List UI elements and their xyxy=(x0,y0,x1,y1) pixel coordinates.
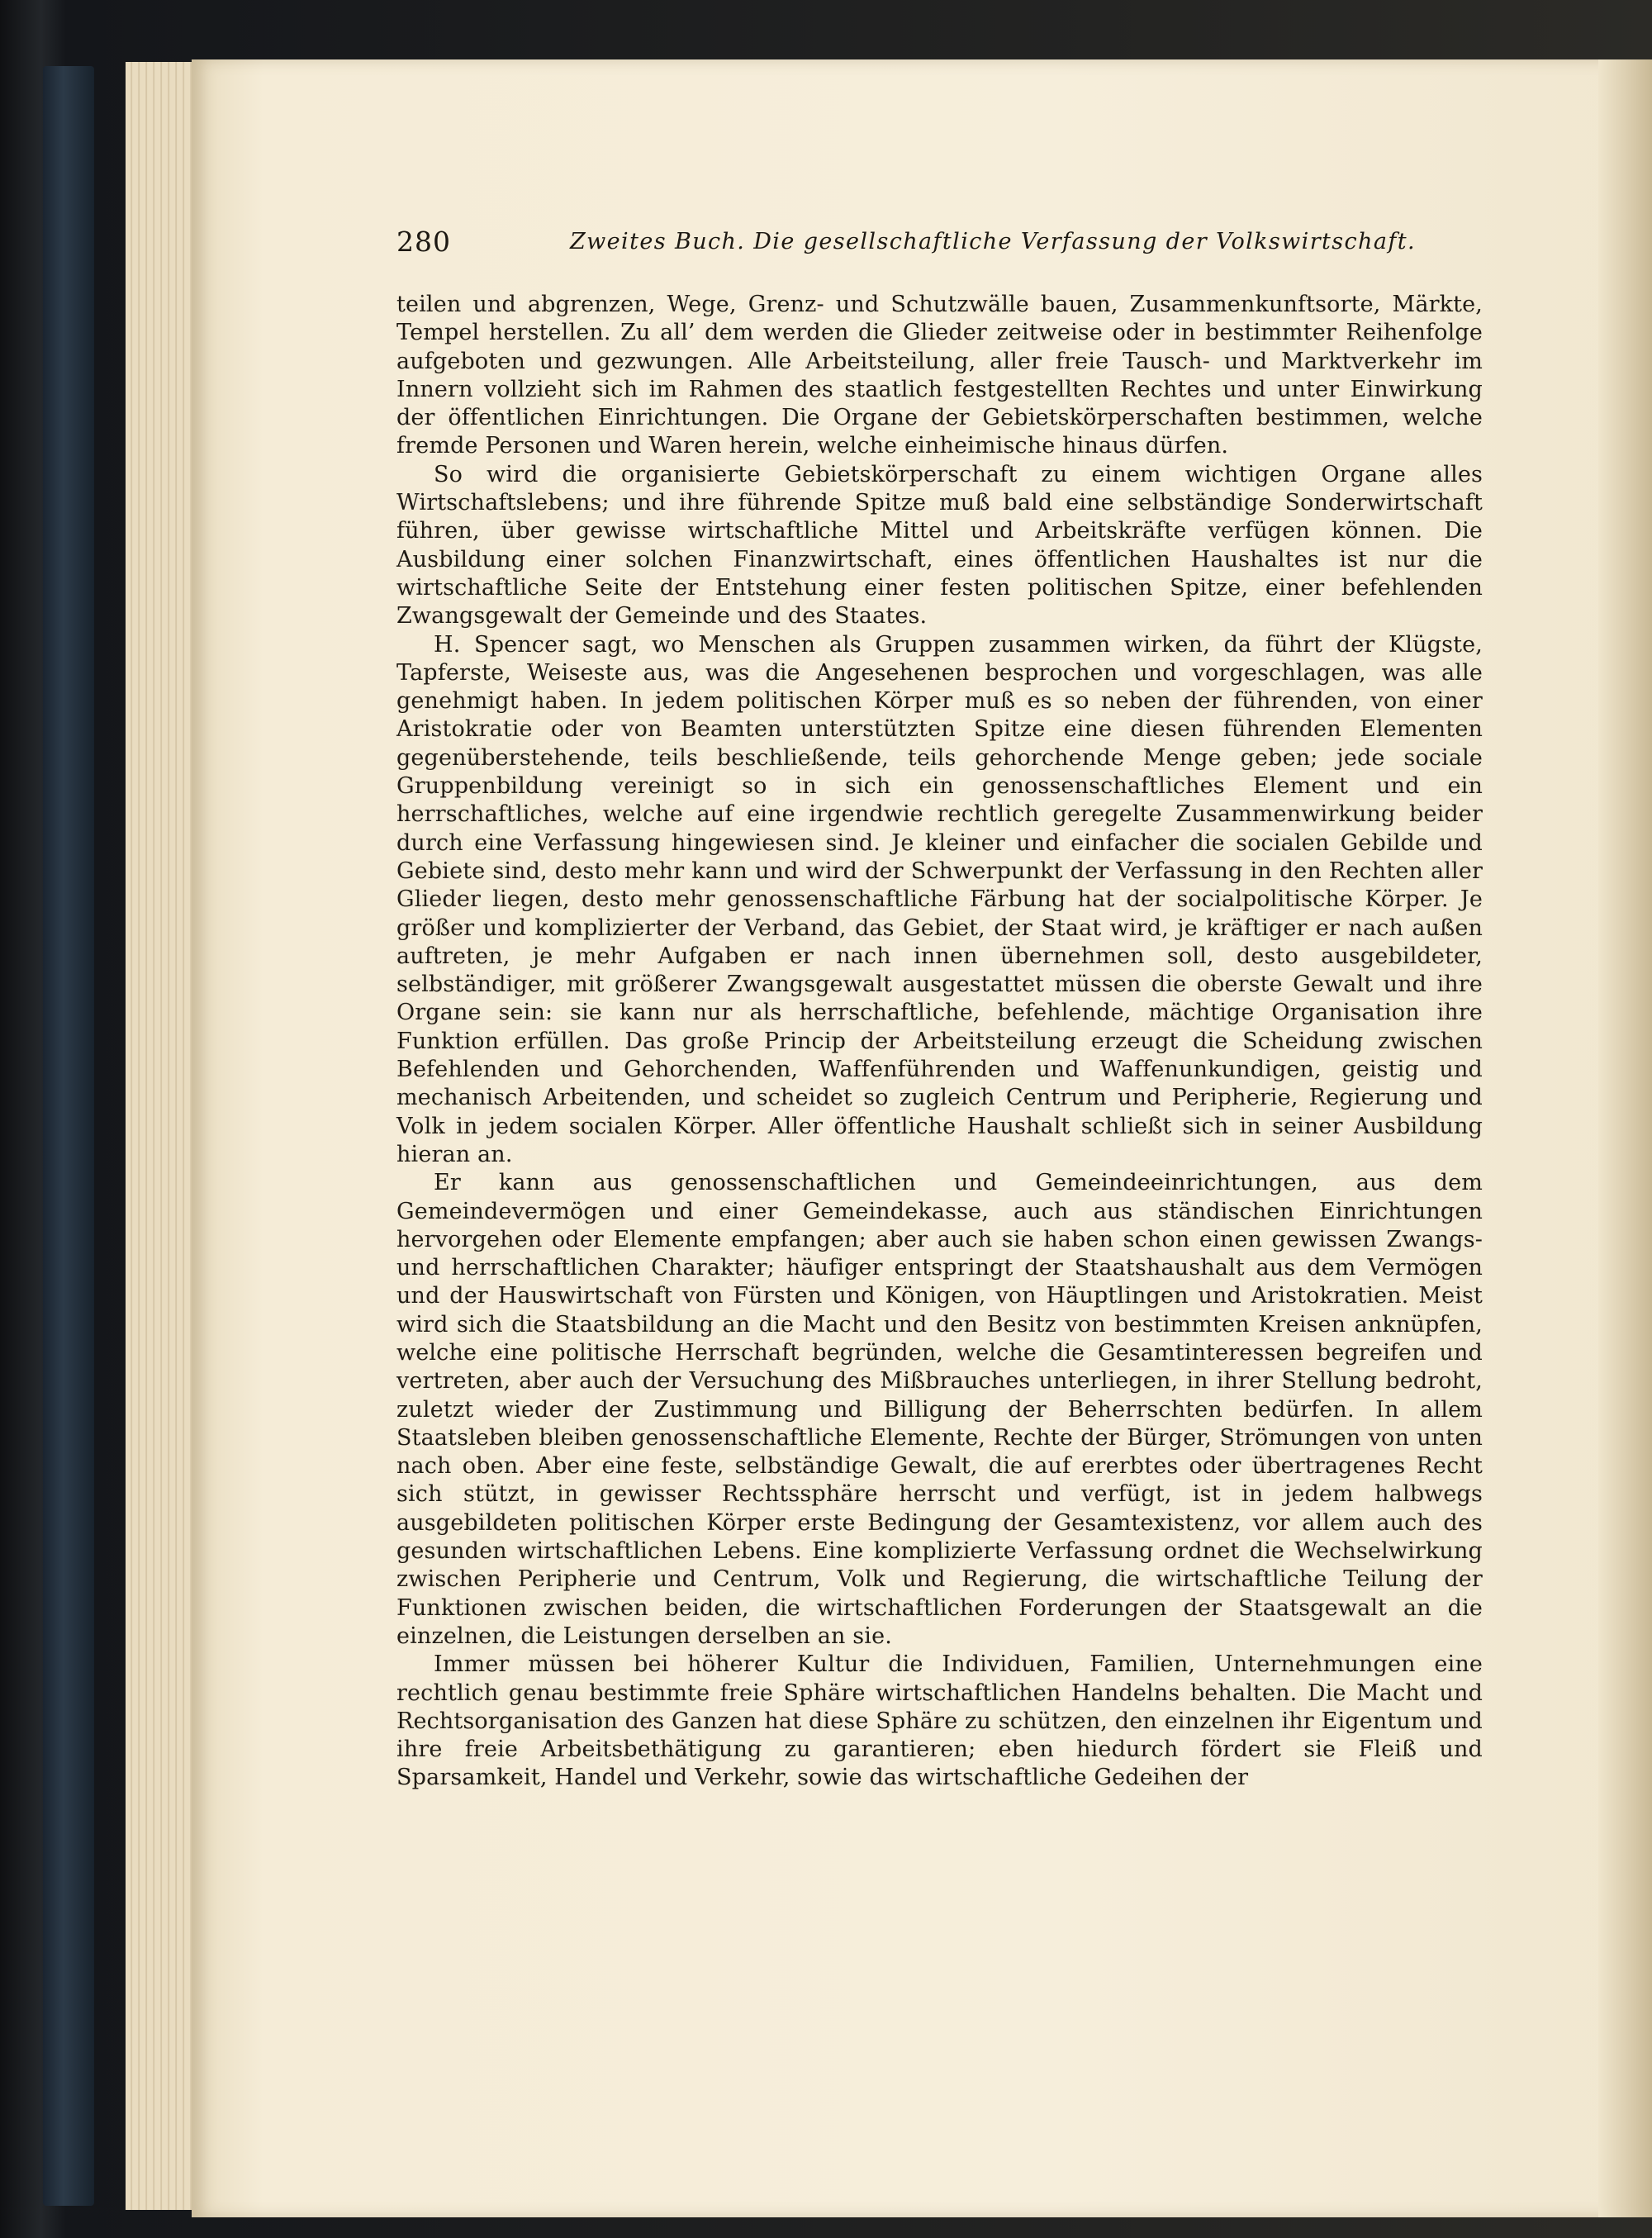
paragraph-5: Immer müssen bei höherer Kultur die Individuen, Familien, Unternehmungen eine rechtlich genau bestimmte freie Sphäre wirtschaftlichen Handelns behalten. Die Macht und Rechtsorganisation des Ganzen hat diese Sphäre zu schützen, den einzelnen ihr Eigentum und ihre freie Arbeitsbethätigung zu garantieren; eben hiedurch fördert sie Fleiß und Sparsamkeit, Handel und Verkehr, sowie das wirtschaftliche Gedeihen der xyxy=(396,1651,1483,1791)
page-number: 280 xyxy=(396,226,451,258)
paragraph-4: Er kann aus genossenschaftlichen und Gemeindeeinrichtungen, aus dem Gemeindevermögen und einer Gemeindekasse, auch aus ständischen Einrichtungen hervorgehen oder Elemente empfangen; aber auch sie haben schon einen gewissen Zwangs- und herrschaftlichen Charakter; häufiger entspringt der Staatshaushalt aus dem Vermögen und der Hauswirtschaft von Fürsten und Königen, von Häuptlingen und Aristokratien. Meist wird sich die Staatsbildung an die Macht und den Besitz von bestimmten Kreisen anknüpfen, welche eine politische Herrschaft begründen, welche die Gesamtinteressen begreifen und vertreten, aber auch der Versuchung des Mißbrauches unterliegen, in ihrer Stellung bedroht, zuletzt wieder der Zustimmung und Billigung der Beherrschten bedürfen. In allem Staatsleben bleiben genossenschaftliche Elemente, Rechte der Bürger, Strömungen von unten nach oben. Aber eine feste, selbständige Gewalt, die auf ererbtes oder übertragenes Recht sich stützt, in gewisser Rechtssphäre herrscht und verfügt, ist in jedem halbwegs ausgebildeten politischen Körper erste Bedingung der Gesamtexistenz, vor allem auch des gesunden wirtschaftlichen Lebens. Eine komplizierte Verfassung ordnet die Wechselwirkung zwischen Peripherie und Centrum, Volk und Regierung, die wirtschaftliche Teilung der Funktionen zwischen beiden, die wirtschaftlichen Forderungen der Staatsgewalt an die einzelnen, die Leistungen derselben an sie. xyxy=(396,1170,1483,1649)
page-gutter xyxy=(1598,59,1652,2217)
paragraph-2: So wird die organisierte Gebietskörperschaft zu einem wichtigen Organe alles Wirtschaftslebens; und ihre führende Spitze muß bald eine selbständige Sonderwirtschaft führen, über gewisse wirtschaftliche Mittel und Arbeitskräfte verfügen können. Die Ausbildung einer solchen Finanzwirtschaft, eines öffentlichen Haushaltes ist nur die wirtschaftliche Seite der Entstehung einer festen politischen Spitze, einer befehlenden Zwangsgewalt der Gemeinde und des Staates. xyxy=(396,461,1483,630)
body-text xyxy=(396,291,1483,1793)
running-head: Zweites Buch. Die gesellschaftliche Verfassung der Volkswirtschaft. xyxy=(570,229,1416,254)
page-header xyxy=(396,226,1470,264)
paragraph-1: teilen und abgrenzen, Wege, Grenz- und Schutzwälle bauen, Zusammenkunftsorte, Märkte, Tempel herstellen. Zu all’ dem werden die Glieder zeitweise oder in bestimmter Reihenfolge aufgeboten und gezwungen. Alle Arbeitsteilung, aller freie Tausch- und Marktverkehr im Innern vollzieht sich im Rahmen des staatlich festgestellten Rechtes und unter Einwirkung der öffentlichen Einrichtungen. Die Organe der Gebietskörperschaften bestimmen, welche fremde Personen und Waren herein, welche einheimische hinaus dürfen. xyxy=(396,292,1483,459)
paragraph-3: H. Spencer sagt, wo Menschen als Gruppen zusammen wirken, da führt der Klügste, Tapferste, Weiseste aus, was die Angesehenen besprochen und vorgeschlagen, was alle genehmigt haben. In jedem politischen Körper muß es so neben der führenden, von einer Aristokratie oder von Beamten unterstützten Spitze eine diesen führenden Elementen gegenüberstehende, teils beschließende, teils gehorchende Menge geben; jede sociale Gruppenbildung vereinigt so in sich ein genossenschaftliches Element und ein herrschaftliches, welche auf eine irgendwie rechtlich geregelte Zusammenwirkung beider durch eine Verfassung hingewiesen sind. Je kleiner und einfacher die socialen Gebilde und Gebiete sind, desto mehr kann und wird der Schwerpunkt der Verfassung in den Rechten aller Glieder liegen, desto mehr genossenschaftliche Färbung hat der socialpolitische Körper. Je größer und komplizierter der Verband, das Gebiet, der Staat wird, je kräftiger er nach außen auftreten, je mehr Aufgaben er nach innen übernehmen soll, desto ausgebildeter, selbständiger, mit größerer Zwangsgewalt ausgestattet müssen die oberste Gewalt und ihre Organe sein: sie kann nur als herrschaftliche, befehlende, mächtige Organisation ihre Funktion erfüllen. Das große Princip der Arbeitsteilung erzeugt die Scheidung zwischen Befehlenden und Gehorchenden, Waffenführenden und Waffenunkundigen, geistig und mechanisch Arbeitenden, und scheidet so zugleich Centrum und Peripherie, Regierung und Volk in jedem socialen Körper. Aller öffentliche Haushalt schließt sich in seiner Ausbildung hieran an. xyxy=(396,631,1483,1167)
book-spine-binding xyxy=(43,66,94,2206)
